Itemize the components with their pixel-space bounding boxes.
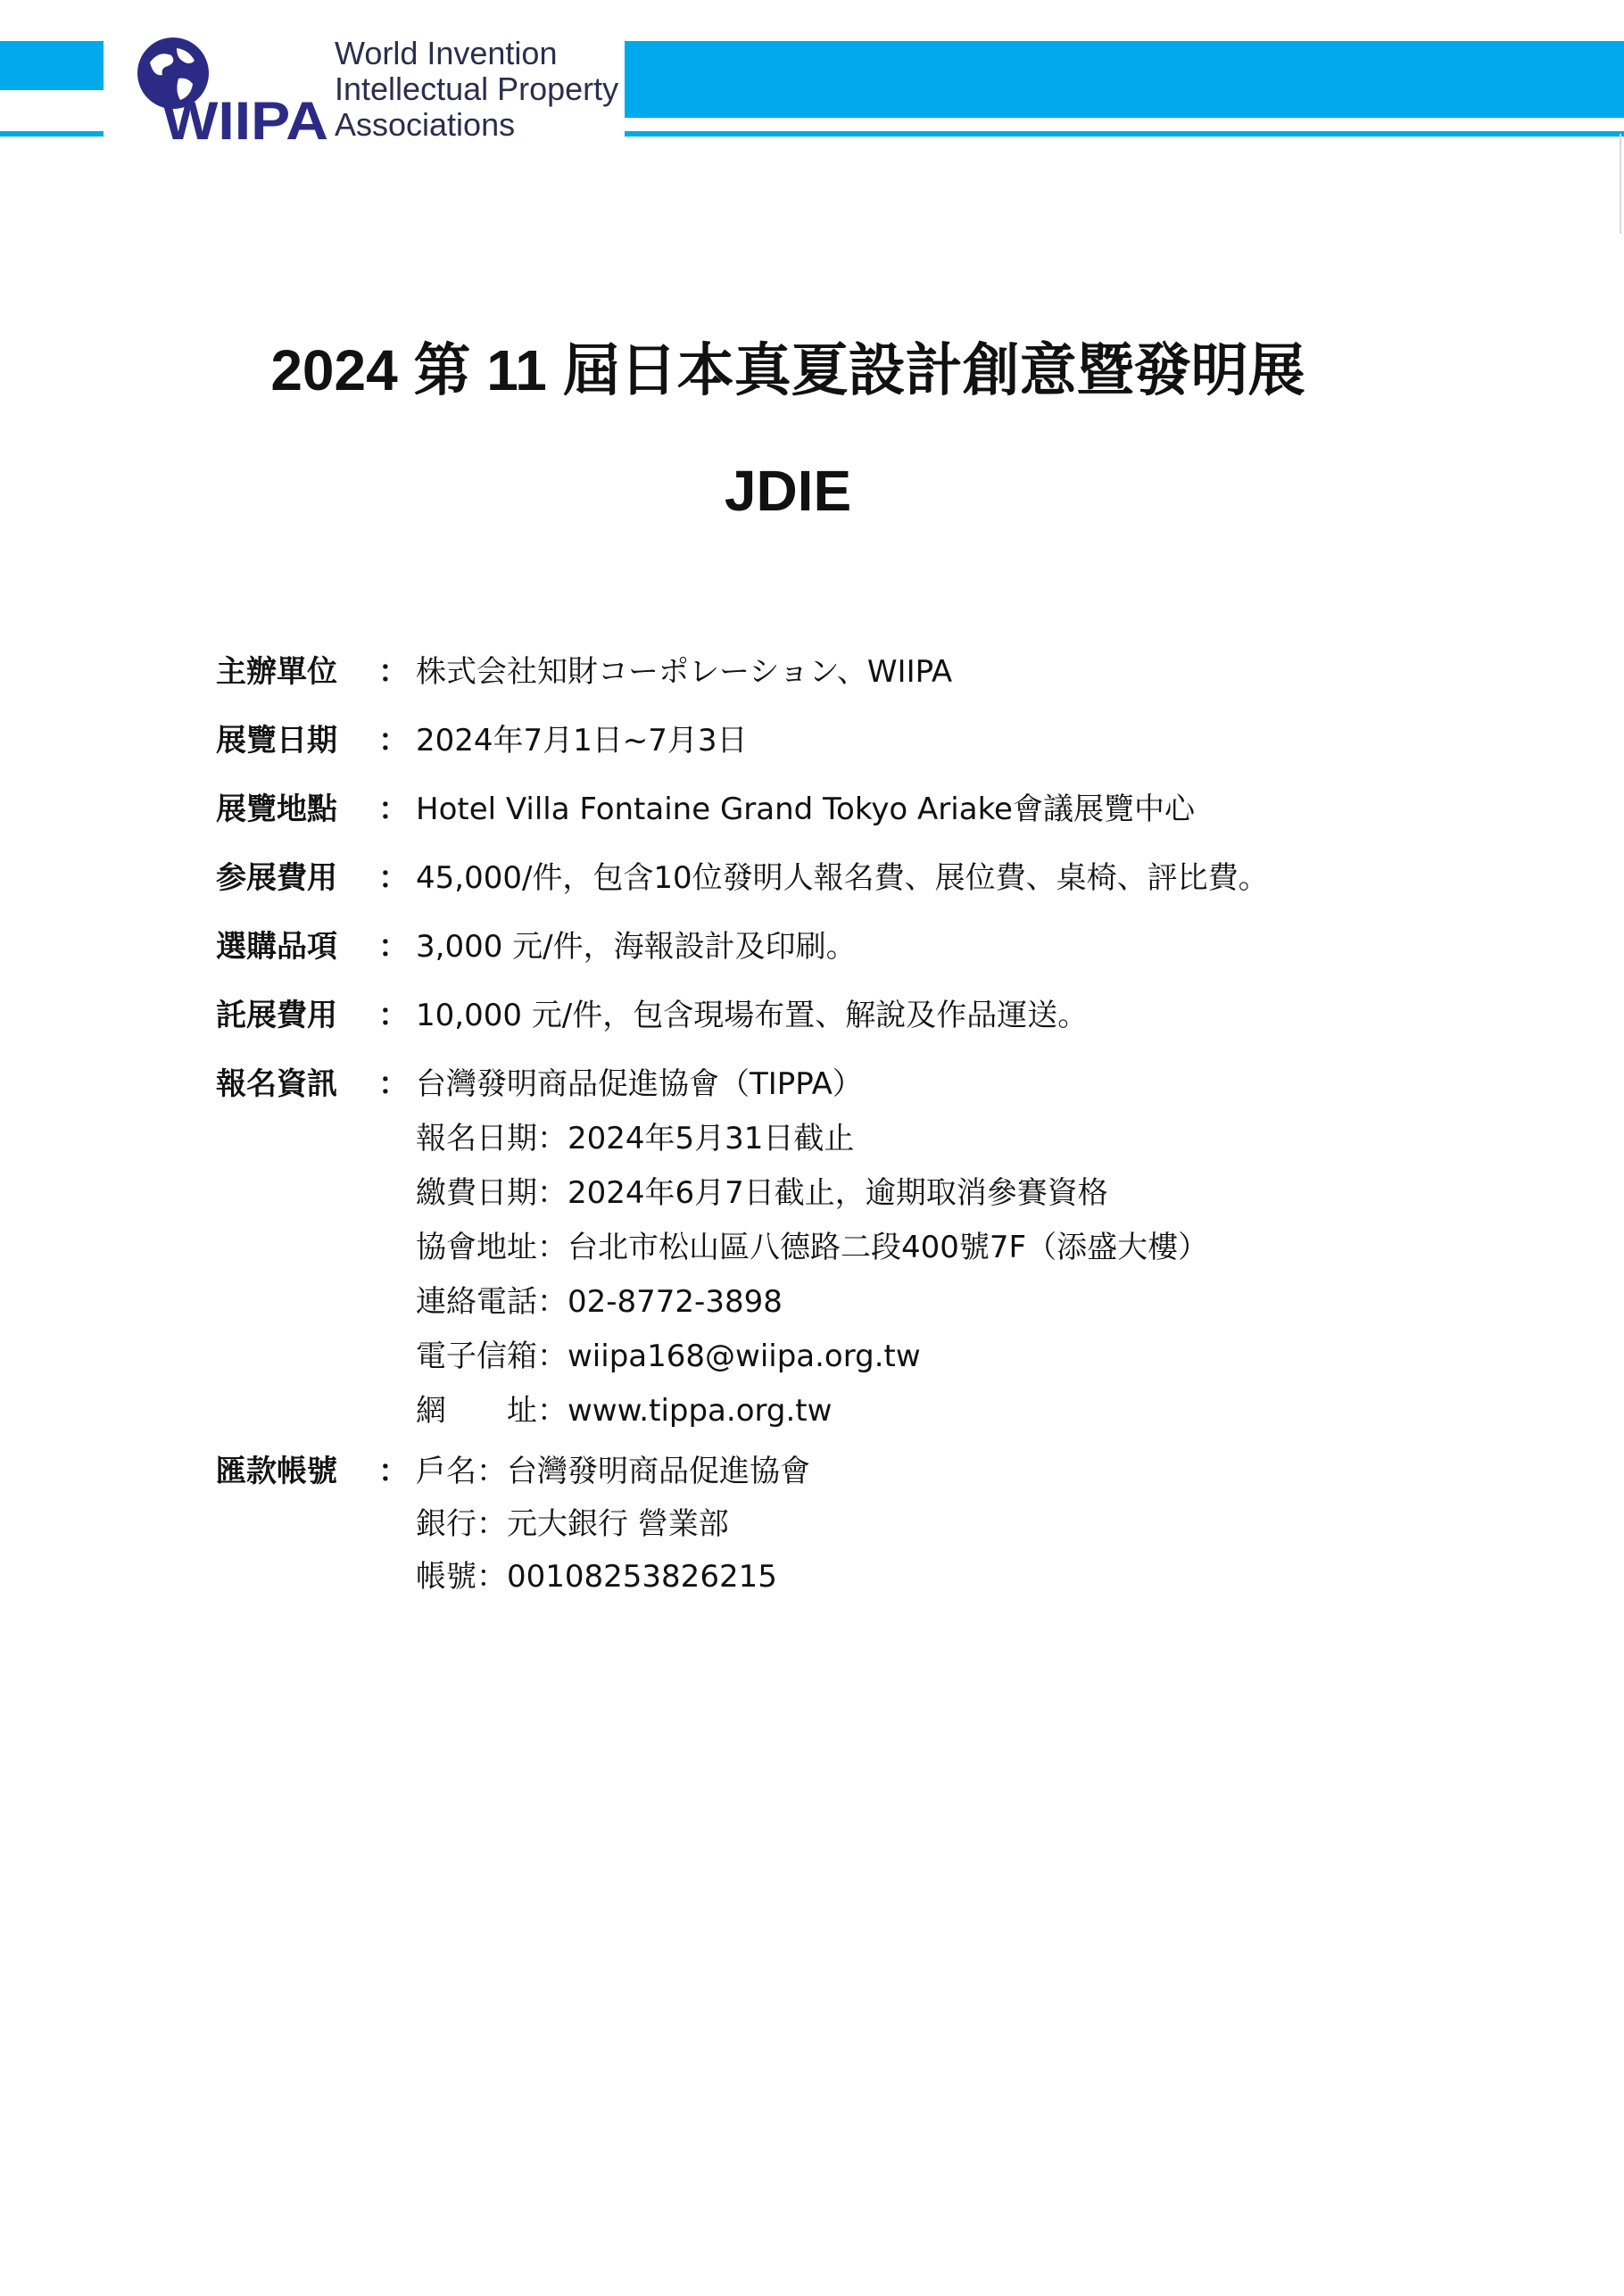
info-row-organizer [216,650,1554,718]
info-colon: ： [378,792,409,827]
account-line: 帳號：00108253826215 [416,1559,777,1595]
header-rule-right [625,131,1624,137]
page-title: 2024 第 11 屆日本真夏設計創意暨發明展 [270,338,1305,402]
registration-lines [416,1062,1208,1443]
info-row-registration [216,1062,1554,1443]
info-row-account [216,1449,1554,1607]
registration-line: 協會地址：台北市松山區八德路二段400號7F（添盛大樓） [416,1230,1209,1265]
registration-line: 繳費日期：2024年6月7日截止，逾期取消參賽資格 [416,1175,1108,1211]
info-colon: ： [378,654,409,690]
registration-line: 電子信箱：wiipa168@wiipa.org.tw [416,1339,921,1374]
info-row-venue [216,787,1554,856]
info-label: 報名資訊 [216,1066,337,1102]
info-value: 3,000 元/件，海報設計及印刷。 [416,929,857,965]
registration-line: 連絡電話：02-8772-3898 [416,1284,783,1320]
header-band-right [625,41,1624,118]
info-label: 選購品項 [216,929,337,965]
account-line: 銀行：元大銀行 營業部 [416,1506,729,1542]
org-name-line-2: Intellectual Property [335,70,619,107]
info-label: 展覽日期 [216,723,337,758]
registration-line: 報名日期：2024年5月31日截止 [416,1121,855,1156]
info-colon: ： [378,860,409,896]
info-row-fee [216,856,1554,924]
info-colon: ： [378,1066,409,1102]
registration-line: 網 址：www.tippa.org.tw [416,1393,833,1429]
info-label: 展覽地點 [216,792,337,827]
info-colon: ： [378,929,409,965]
edge-mark [1620,134,1621,234]
account-line: 戶名：台灣發明商品促進協會 [416,1454,810,1489]
wiipa-logo [132,36,330,146]
info-row-date [216,718,1554,787]
info-value: 2024年7月1日~7月3日 [416,723,748,758]
page-subtitle: JDIE [724,459,852,523]
account-lines [416,1449,810,1607]
info-list [216,650,1554,1607]
info-label: 参展費用 [216,860,337,896]
info-value: Hotel Villa Fontaine Grand Tokyo Ariake會議展覽中心 [416,792,1195,827]
org-name-line-3: Associations [335,106,516,143]
info-label: 匯款帳號 [216,1454,337,1489]
header-band-left [0,41,104,90]
info-label: 主辦單位 [216,654,337,690]
info-colon: ： [378,1454,409,1489]
info-label: 託展費用 [216,998,337,1033]
info-colon: ： [378,998,409,1033]
info-value: 株式会社知財コーポレーション、WIIPA [416,654,953,690]
info-row-consign-fee [216,993,1554,1062]
org-name [335,36,629,143]
org-name-line-1: World Invention [335,35,558,71]
info-value: 10,000 元/件，包含現場布置、解說及作品運送。 [416,998,1089,1033]
header-rule-left [0,131,104,137]
info-colon: ： [378,723,409,758]
info-value: 45,000/件，包含10位發明人報名費、展位費、桌椅、評比費。 [416,860,1269,896]
registration-line: 台灣發明商品促進協會（TIPPA） [416,1066,863,1102]
logo-wordmark: WIIPA [162,91,328,146]
info-row-option [216,924,1554,993]
